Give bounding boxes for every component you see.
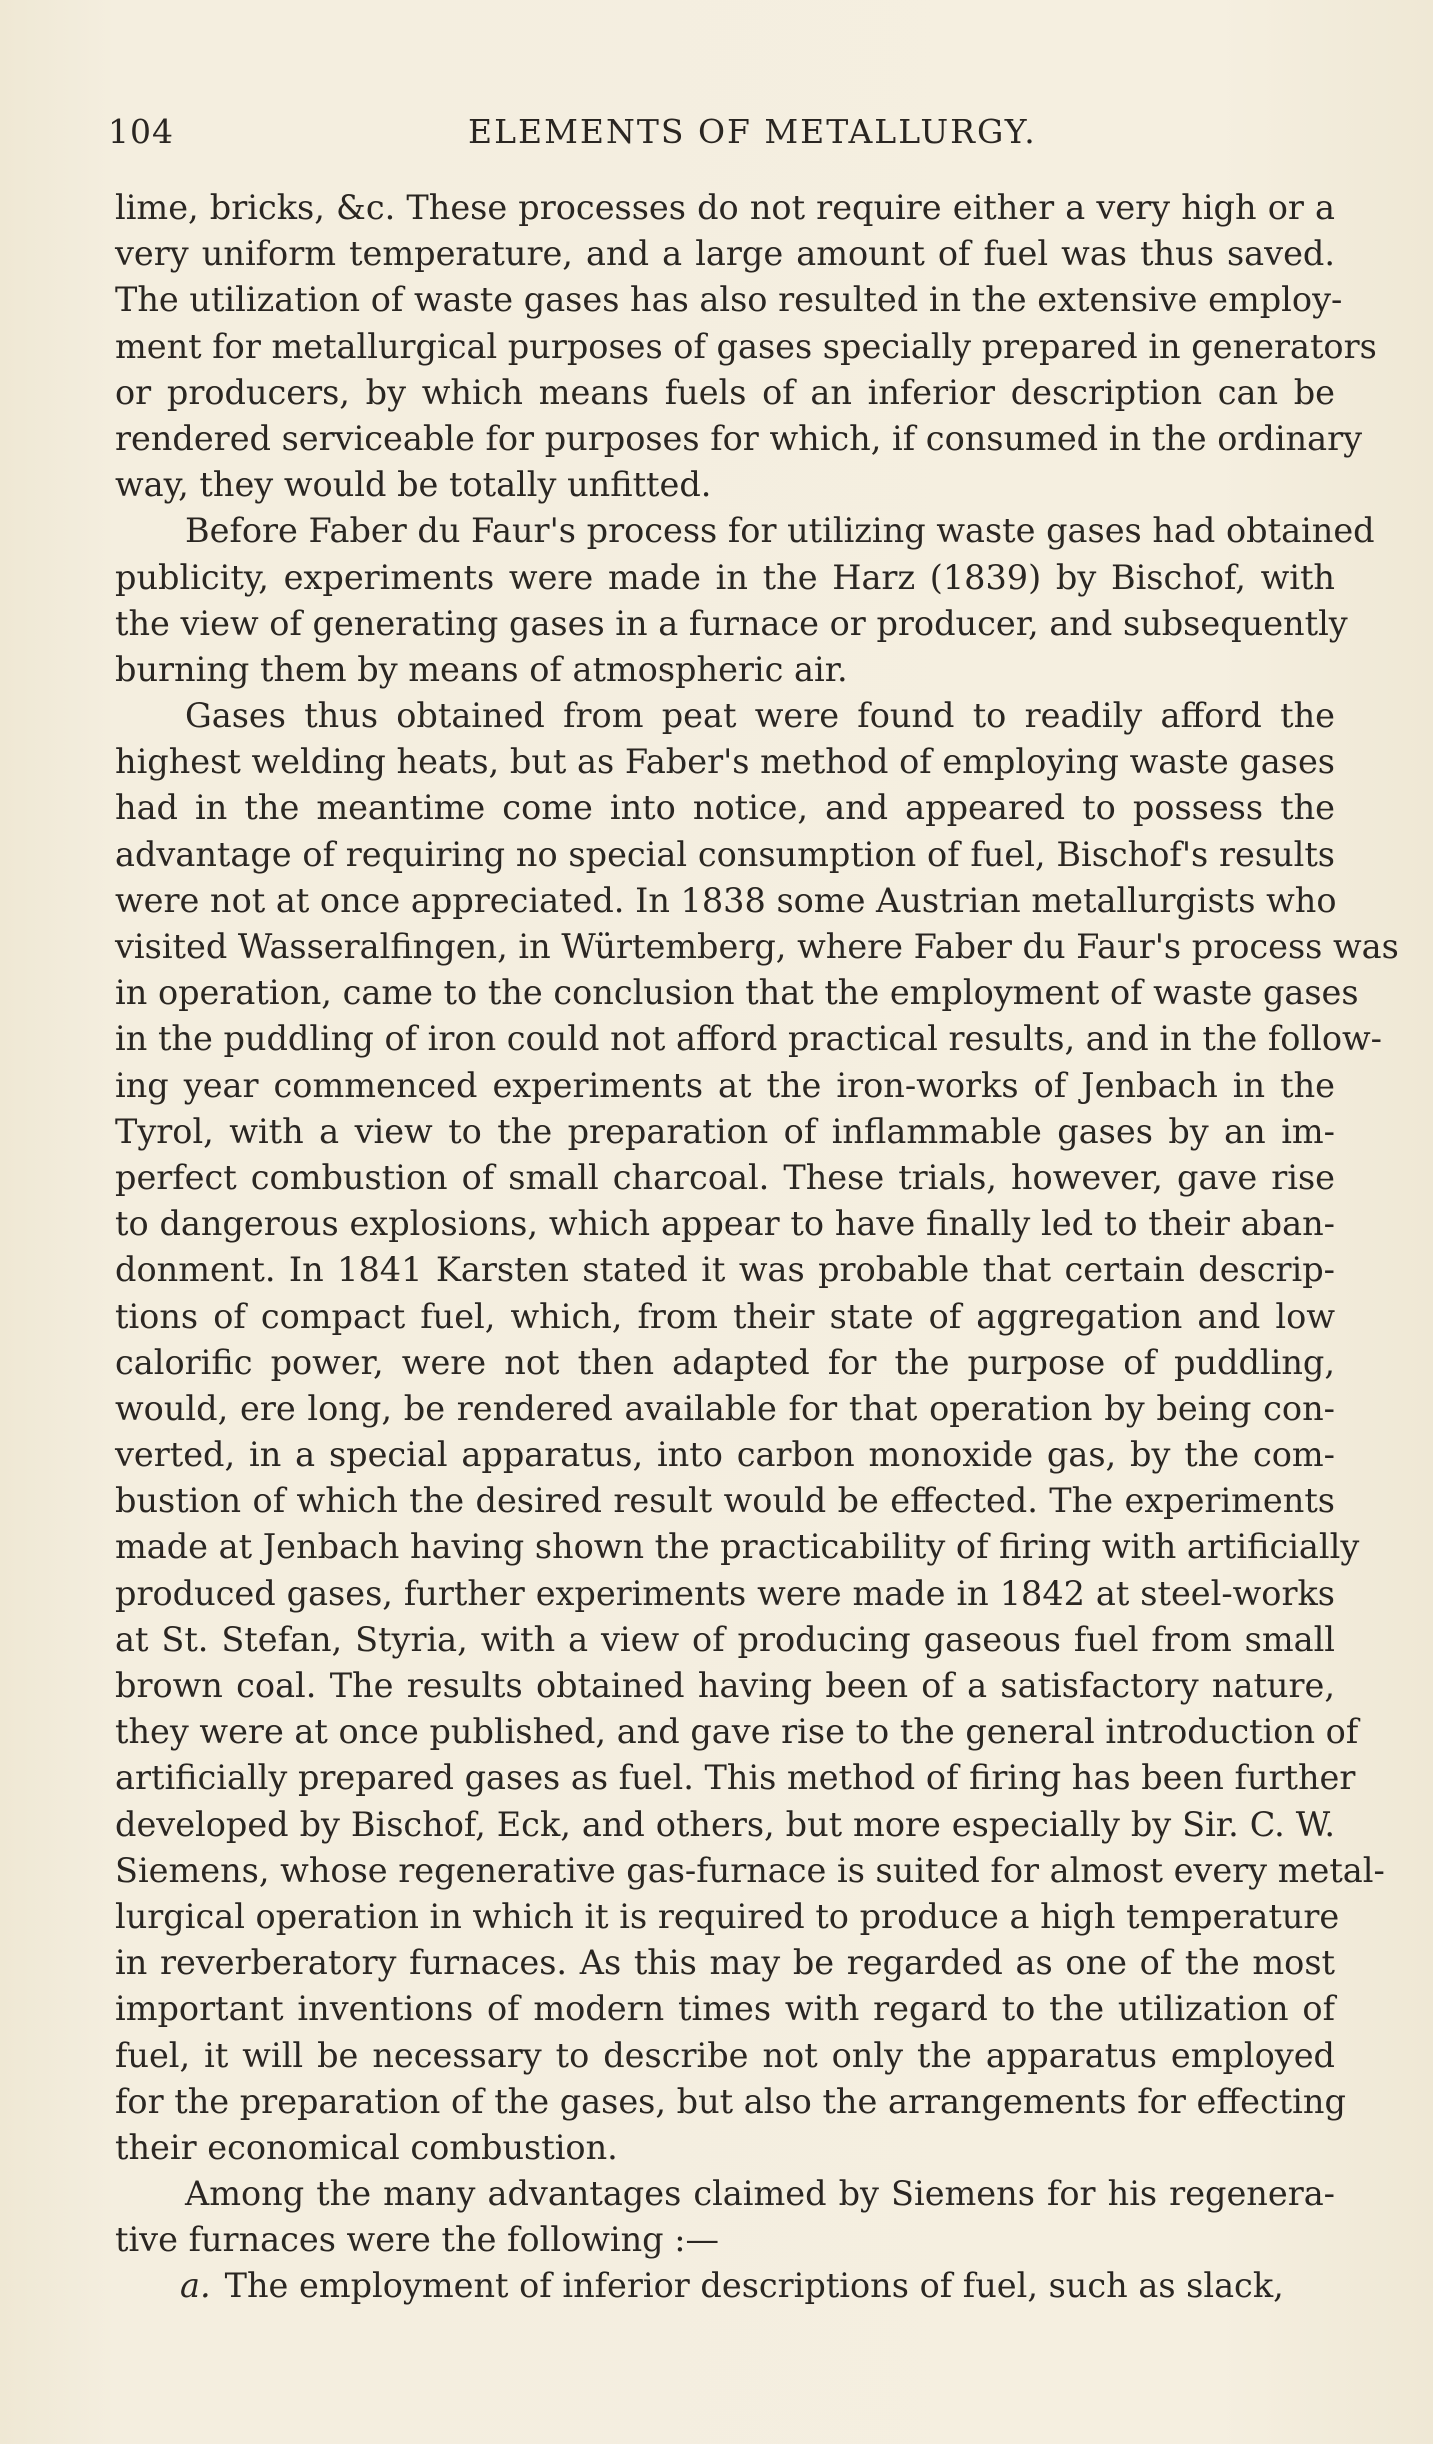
running-title: ELEMENTS OF METALLURGY. <box>468 112 1037 151</box>
text-line: highest welding heats, but as Faber's method of employing waste gases <box>115 742 1335 782</box>
text-line: Siemens, whose regenerative gas-furnace is suited for almost every metal- <box>115 1850 1385 1890</box>
list-item <box>115 2263 1335 2309</box>
text-line: verted, in a special apparatus, into carbon monoxide gas, by the com- <box>115 1435 1335 1475</box>
list-item-letter: a. <box>180 2266 211 2306</box>
text-line: bustion of which the desired result would be effected. The experiments <box>115 1481 1335 1521</box>
text-line: to dangerous explosions, which appear to have finally led to their aban- <box>115 1204 1335 1244</box>
text-line: or producers, by which means fuels of an inferior description can be <box>115 372 1335 412</box>
text-line: lime, bricks, &c. These processes do not require either a very high or a <box>115 188 1335 227</box>
running-head <box>108 112 1338 160</box>
text-line: advantage of requiring no special consumption of fuel, Bischof's results <box>115 834 1335 874</box>
text-line: made at Jenbach having shown the practicability of firing with artificially <box>115 1527 1360 1567</box>
text-line: were not at once appreciated. In 1838 some Austrian metallurgists who <box>115 880 1337 920</box>
text-line: ment for metallurgical purposes of gases specially prepared in generators <box>115 326 1377 366</box>
text-line: in operation, came to the conclusion that the employment of waste gases <box>115 973 1359 1013</box>
body-text <box>115 185 1399 2310</box>
text-line: brown coal. The results obtained having been of a satisfactory nature, <box>115 1666 1335 1705</box>
text-line: Before Faber du Faur's process for utilizing waste gases had obtained <box>185 511 1375 551</box>
text-line: rendered serviceable for purposes for which, if consumed in the ordinary <box>115 418 1363 458</box>
text-line: artificially prepared gases as fuel. This method of firing has been further <box>115 1758 1356 1798</box>
text-line: in the puddling of iron could not afford practical results, and in the follow- <box>115 1019 1382 1059</box>
text-line: Gases thus obtained from peat were found to readily afford the <box>185 696 1335 736</box>
text-line: for the preparation of the gases, but also the arrangements for effecting <box>115 2081 1346 2121</box>
text-line: tive furnaces were the following :— <box>115 2220 720 2260</box>
text-line: perfect combustion of small charcoal. These trials, however, gave rise <box>115 1157 1335 1197</box>
text-line: very uniform temperature, and a large amount of fuel was thus saved. <box>115 234 1335 274</box>
text-line: The utilization of waste gases has also resulted in the extensive employ- <box>115 280 1343 320</box>
page-number: 104 <box>108 112 174 151</box>
text-line: important inventions of modern times with regard to the utilization of <box>115 1989 1335 2029</box>
text-line: donment. In 1841 Karsten stated it was probable that certain descrip- <box>115 1250 1335 1290</box>
text-line: visited Wasseralfingen, in Würtemberg, where Faber du Faur's process was <box>115 927 1399 966</box>
text-line: in reverberatory furnaces. As this may be regarded as one of the most <box>115 1943 1335 1983</box>
text-line: at St. Stefan, Styria, with a view of producing gaseous fuel from small <box>115 1619 1335 1659</box>
text-line: ing year commenced experiments at the iron-works of Jenbach in the <box>115 1065 1335 1105</box>
text-line: way, they would be totally unfitted. <box>115 465 712 505</box>
text-line: publicity, experiments were made in the Harz (1839) by Bischof, with <box>115 557 1335 597</box>
text-line: tions of compact fuel, which, from their state of aggregation and low <box>115 1296 1335 1336</box>
text-line: lurgical operation in which it is required to produce a high temperature <box>115 1896 1340 1936</box>
list-item-text: The employment of inferior descriptions of fuel, such as slack, <box>224 2266 1284 2306</box>
text-line: developed by Bischof, Eck, and others, but more especially by Sir. C. W. <box>115 1804 1335 1844</box>
text-line: had in the meantime come into notice, and appeared to possess the <box>115 788 1335 828</box>
text-line: would, ere long, be rendered available for that operation by being con- <box>115 1388 1335 1428</box>
text-line: their economical combustion. <box>115 2127 618 2167</box>
text-line: Tyrol, with a view to the preparation of inflammable gases by an im- <box>115 1111 1335 1151</box>
text-line: Among the many advantages claimed by Siemens for his regenera- <box>185 2174 1335 2214</box>
text-line: the view of generating gases in a furnace or producer, and subsequently <box>115 603 1348 643</box>
text-line: fuel, it will be necessary to describe not only the apparatus employed <box>115 2035 1335 2075</box>
text-line: burning them by means of atmospheric air. <box>115 649 848 689</box>
text-line: calorific power, were not then adapted for the purpose of puddling, <box>115 1342 1335 1382</box>
text-line: produced gases, further experiments were made in 1842 at steel-works <box>115 1573 1335 1613</box>
text-line: they were at once published, and gave rise to the general introduction of <box>115 1712 1359 1752</box>
